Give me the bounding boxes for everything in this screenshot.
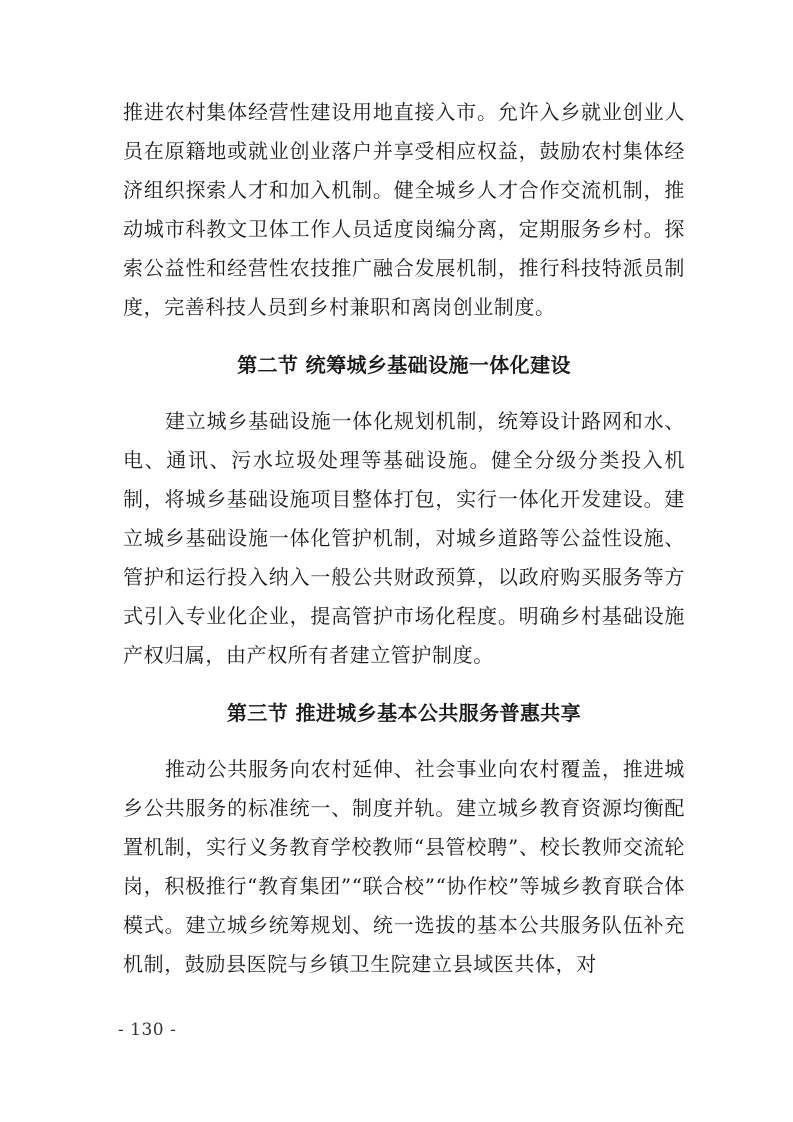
- page-number: - 130 -: [118, 1020, 177, 1040]
- document-body: [123, 93, 685, 984]
- spacer: [123, 327, 685, 349]
- paragraph-infrastructure: 建立城乡基础设施一体化规划机制，统筹设计路网和水、电、通讯、污水垃圾处理等基础设施。健全分级分类投入机制，将城乡基础设施项目整体打包，实行一体化开发建设。建立城乡基础设施一体化管护机制，对城乡道路等公益性设施、管护和运行投入纳入一般公共财政预算，以政府购买服务等方式引入专业化企业，提高管护市场化程度。明确乡村基础设施产权归属，由产权所有者建立管护制度。: [123, 409, 685, 667]
- spacer: [123, 675, 685, 697]
- paragraph-continued: 推进农村集体经营性建设用地直接入市。允许入乡就业创业人员在原籍地或就业创业落户并享受相应权益，鼓励农村集体经济组织探索人才和加入机制。健全城乡人才合作交流机制，推动城市科教文卫体工作人员适度岗编分离，定期服务乡村。探索公益性和经营性农技推广融合发展机制，推行科技特派员制度，完善科技人员到乡村兼职和离岗创业制度。: [123, 100, 685, 319]
- section-heading-2: 第二节 统筹城乡基础设施一体化建设: [237, 353, 571, 377]
- spacer: [123, 381, 685, 402]
- spacer: [123, 729, 685, 750]
- paragraph-public-services: 推动公共服务向农村延伸、社会事业向农村覆盖，推进城乡公共服务的标准统一、制度并轨。建立城乡教育资源均衡配置机制，实行义务教育学校教师“县管校聘”、校长教师交流轮岗，积极推行“教育集团”“联合校”“协作校”等城乡教育联合体模式。建立城乡统筹规划、统一选拔的基本公共服务队伍补充机制，鼓励县医院与乡镇卫生院建立县域医共体，对: [123, 757, 685, 976]
- section-heading-3: 第三节 推进城乡基本公共服务普惠共享: [226, 701, 582, 725]
